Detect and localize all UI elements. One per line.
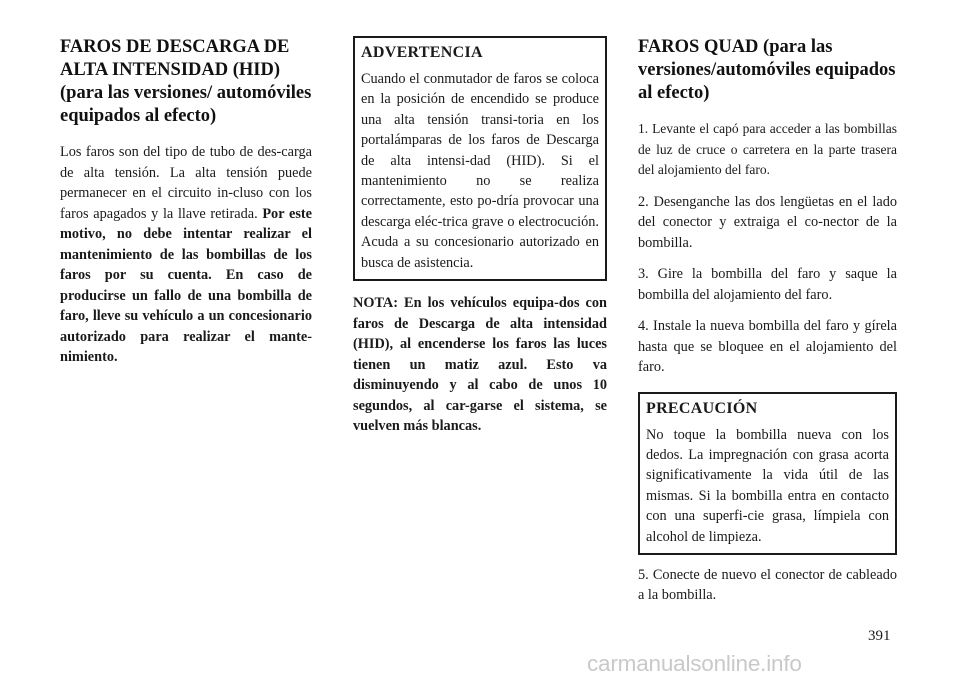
step-2 <box>638 192 897 254</box>
section-heading-quad: FAROS QUAD (para las versiones/automóviles equipados al efecto) <box>638 37 896 103</box>
caution-title: PRECAUCIÓN <box>646 399 758 417</box>
warning-box <box>353 36 607 281</box>
step-text: 4. Instale la nueva bombilla del faro y gírela hasta que se bloquee en el alojamiento del faro. <box>638 318 897 375</box>
watermark: carmanualsonline.info <box>587 651 802 676</box>
page-number: 391 <box>868 628 891 644</box>
step-1 <box>638 119 897 181</box>
hid-description-bold: Por este motivo, no debe intentar realizar el mantenimiento de las bombillas de los faros por su cuenta. En caso de producirse un fallo de una bombilla de faro, lleve su vehículo a un concesionario autorizado para realizar el mante-nimiento. <box>60 205 312 365</box>
step-text: 3. Gire la bombilla del faro y saque la bombilla del alojamiento del faro. <box>638 266 897 303</box>
column-right <box>638 36 897 617</box>
warning-text: Cuando el conmutador de faros se coloca en la posición de encendido se produce una alta tensión transi-toria en los portalámparas de los faros de Descarga de alta intensi-dad (HID). Si el mantenimiento no se realiza correctamente, esto po-dría provocar una descarga eléc-trica grave o electrocución. Acuda a su concesionario autorizado en busca de asistencia. <box>361 71 599 271</box>
caution-box <box>638 392 897 555</box>
step-5 <box>638 565 897 606</box>
hid-description <box>60 142 312 368</box>
section-heading-hid: FAROS DE DESCARGA DE ALTA INTENSIDAD (HID) (para las versiones/ automóviles equipados al efecto) <box>60 37 312 126</box>
hid-note: NOTA: En los vehículos equipa-dos con faros de Descarga de alta intensidad (HID), al encenderse los faros las luces tienen un matiz azul. Esto va disminuyendo y al cabo de unos 10 segundos, al car-garse el sistema, se vuelven más blancas. <box>353 295 607 435</box>
warning-title: ADVERTENCIA <box>361 44 483 61</box>
step-text: 2. Desenganche las dos lengüetas en el lado del conector y extraiga el co-nector de la bombilla. <box>638 193 897 251</box>
hid-description-normal: Los faros son del tipo de tubo de des-carga de alta tensión. La alta tensión puede permanecer en el circuito in-cluso con los faros apagados y la llave retirada. <box>60 144 312 222</box>
column-left <box>60 36 312 368</box>
step-text: 5. Conecte de nuevo el conector de cableado a la bombilla. <box>638 566 897 604</box>
step-3 <box>638 264 897 305</box>
step-4 <box>638 316 897 378</box>
step-text: 1. Levante el capó para acceder a las bombillas de luz de cruce o carretera en la parte trasera del alojamiento del faro. <box>638 121 897 177</box>
caution-text: No toque la bombilla nueva con los dedos. La impregnación con grasa acorta significativamente la vida útil de las mismas. Si la bombilla entra en contacto con una superfi-cie grasa, límpiela con alcohol de limpieza. <box>646 426 889 545</box>
column-middle <box>353 36 607 437</box>
